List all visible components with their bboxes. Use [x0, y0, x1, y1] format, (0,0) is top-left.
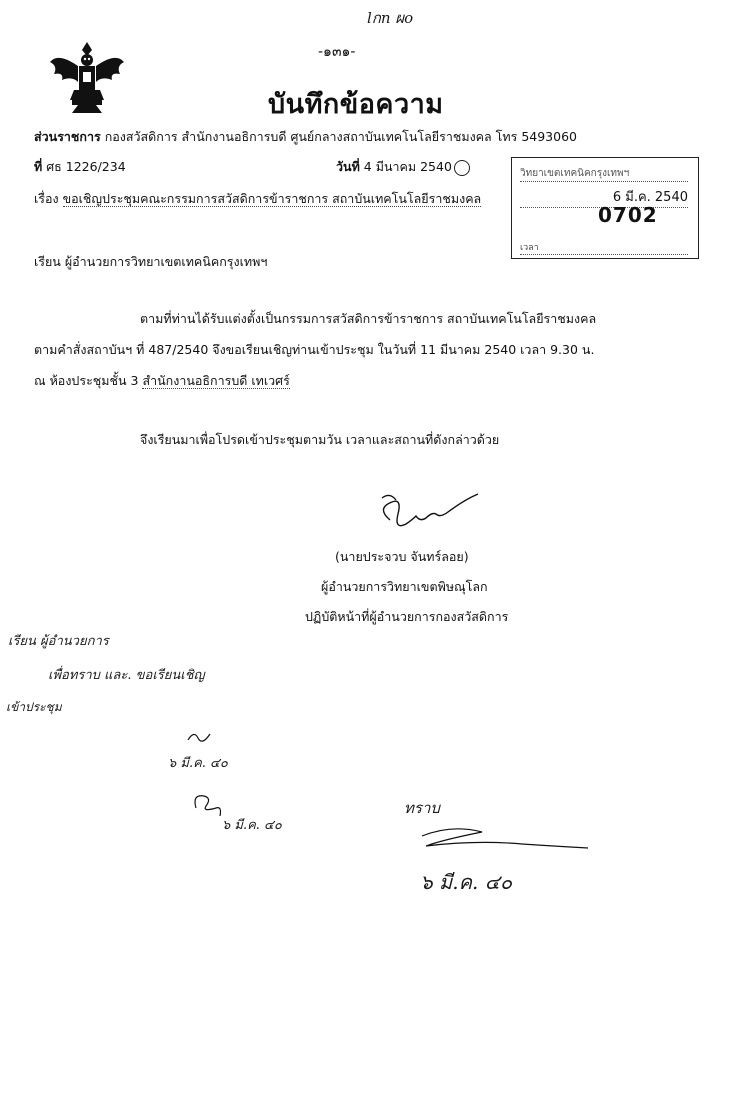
garuda-emblem-icon [48, 38, 126, 114]
meeting-room: ณ ห้องประชุมชั้น 3 [34, 373, 139, 388]
handwritten-date-1: ๖ มี.ค. ๔๐ [168, 756, 228, 771]
meeting-place: สำนักงานอธิการบดี เทเวศร์ [142, 373, 290, 388]
signer-name: (นายประจวบ จันทร์ลอย) [335, 549, 469, 564]
body-paragraph-line-3 [34, 371, 290, 391]
salutation-row [34, 252, 267, 272]
date-value: 4 มีนาคม 2540 [363, 159, 452, 174]
top-handwritten-note: lกn ผo [367, 9, 414, 27]
handwritten-acknowledged: ทราบ [404, 799, 440, 817]
stamp-time-label: เวลา [520, 240, 688, 255]
receiving-stamp [511, 157, 699, 259]
stamp-organization: วิทยาเขตเทคนิคกรุงเทพฯ [520, 166, 688, 182]
subject-value: ขอเชิญประชุมคณะกรรมการสวัสดิการข้าราชการ สถาบันเทคโนโลยีราชมงคล [62, 191, 482, 206]
handwritten-initial-2 [190, 788, 222, 818]
ref-value: ศธ 1226/234 [46, 159, 126, 174]
date-label: วันที่ [336, 159, 360, 174]
ref-row [34, 157, 126, 177]
subject-row [34, 189, 481, 209]
handwritten-initial-1 [184, 728, 214, 748]
director-signature-scribble [420, 822, 590, 862]
handwritten-note-1: เรียน ผู้อำนวยการ [8, 634, 109, 649]
date-row [336, 157, 470, 177]
signature-scribble [370, 490, 485, 540]
memo-title: บันทึกข้อความ [268, 89, 444, 120]
body-paragraph-line-1: ตามที่ท่านได้รับแต่งตั้งเป็นกรรมการสวัสดิการข้าราชการ สถาบันเทคโนโลยีราชมงคล [140, 311, 597, 326]
stamp-date: 6 มี.ค. 2540 [520, 186, 688, 208]
page-number: -๑๓๑- [318, 44, 356, 60]
body-paragraph-line-2: ตามคำสั่งสถาบันฯ ที่ 487/2540 จึงขอเรียนเชิญท่านเข้าประชุม ในวันที่ 11 มีนาคม 2540 เวลา 9.30 น. [34, 342, 595, 357]
department-label: ส่วนราชการ [34, 129, 101, 144]
ref-label: ที่ [34, 159, 43, 174]
signer-position-1: ผู้อำนวยการวิทยาเขตพิษณุโลก [321, 579, 488, 594]
department-value: กองสวัสดิการ สำนักงานอธิการบดี ศูนย์กลางสถาบันเทคโนโลยีราชมงคล โทร 5493060 [104, 129, 577, 144]
signer-position-2: ปฏิบัติหน้าที่ผู้อำนวยการกองสวัสดิการ [305, 609, 509, 624]
salutation-value: ผู้อำนวยการวิทยาเขตเทคนิคกรุงเทพฯ [64, 254, 268, 269]
handwritten-date-2: ๖ มี.ค. ๔๐ [222, 818, 282, 833]
handwritten-note-3: เข้าประชุม [6, 700, 62, 714]
salutation-label: เรียน [34, 254, 61, 269]
stamp-number: 0702 [598, 203, 658, 227]
circled-mark-icon [454, 160, 470, 176]
subject-label: เรื่อง [34, 191, 59, 206]
closing-paragraph: จึงเรียนมาเพื่อโปรดเข้าประชุมตามวัน เวลาและสถานที่ดังกล่าวด้วย [140, 432, 500, 447]
handwritten-date-3: ๖ มี.ค. ๔๐ [420, 870, 513, 894]
handwritten-note-2: เพื่อทราบ และ. ขอเรียนเชิญ [48, 668, 205, 683]
department-row [34, 127, 577, 147]
